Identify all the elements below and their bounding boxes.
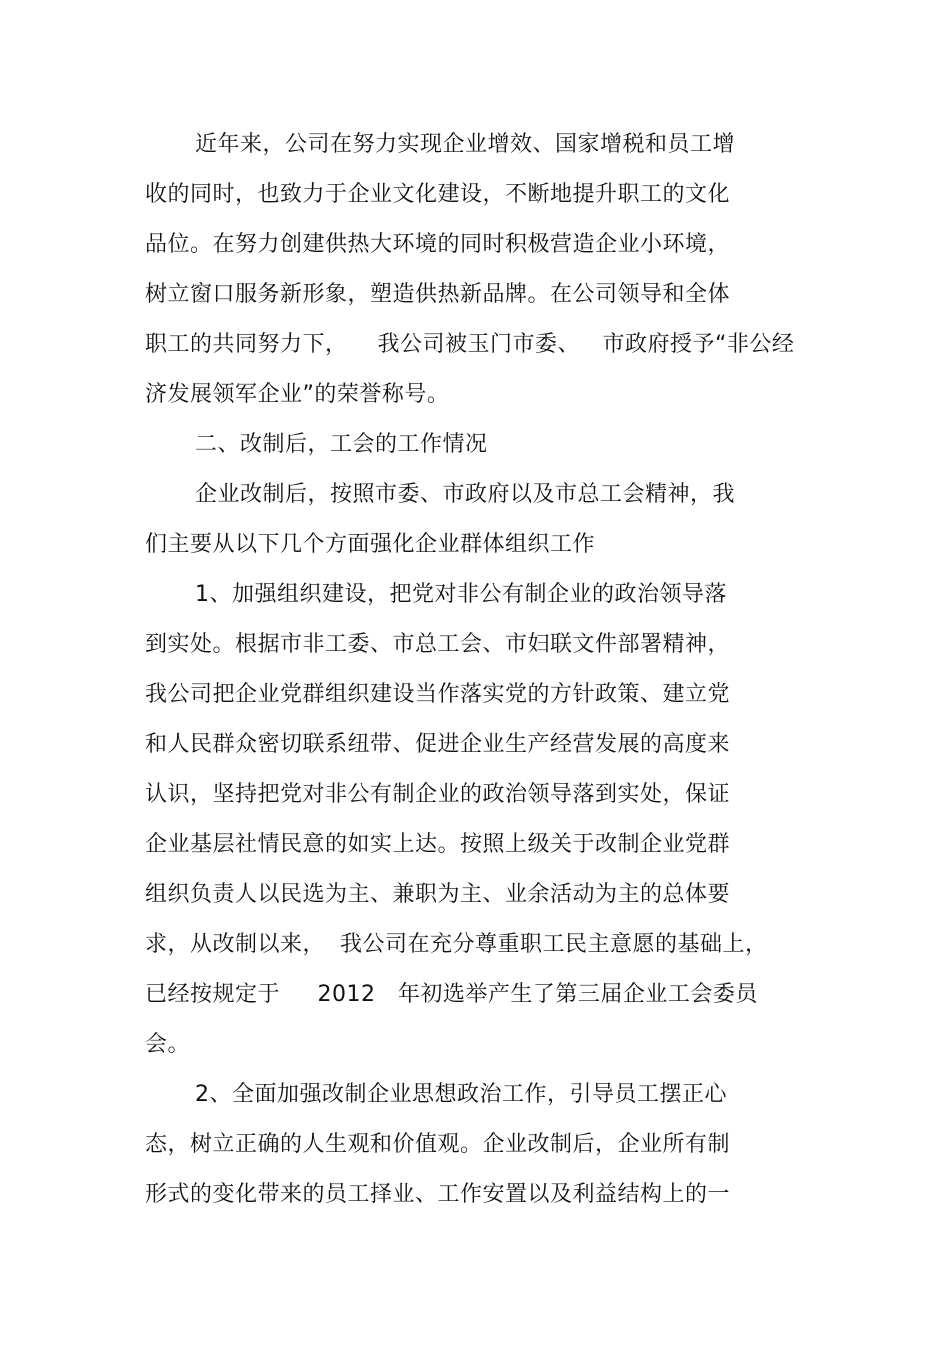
text-line: 2、全面加强改制企业思想政治工作，引导员工摆正心 <box>195 1082 727 1107</box>
text-line: 我公司把企业党群组织建设当作落实党的方针政策、建立党 <box>145 682 731 707</box>
text-line: 近年来，公司在努力实现企业增效、国家增税和员工增 <box>195 132 736 157</box>
text-line: 企业基层社情民意的如实上达。按照上级关于改制企业党群 <box>145 832 731 857</box>
text-line: 企业改制后，按照市委、市政府以及市总工会精神，我 <box>195 482 736 507</box>
text-line: 品位。在努力创建供热大环境的同时积极营造企业小环境， <box>145 232 731 257</box>
text-line: 树立窗口服务新形象，塑造供热新品牌。在公司领导和全体 <box>145 282 731 307</box>
text-line: 求，从改制以来， 我公司在充分尊重职工民主意愿的基础上， <box>145 932 768 957</box>
text-line: 们主要从以下几个方面强化企业群体组织工作 <box>145 532 596 557</box>
text-line: 济发展领军企业”的荣誉称号。 <box>145 382 450 407</box>
text-line: 形式的变化带来的员工择业、工作安置以及利益结构上的一 <box>145 1182 731 1207</box>
text-line: 和人民群众密切联系纽带、促进企业生产经营发展的高度来 <box>145 732 731 757</box>
text-line: 职工的共同努力下， 我公司被玉门市委、 市政府授予“非公经 <box>145 332 795 357</box>
text-line: 认识，坚持把党对非公有制企业的政治领导落到实处，保证 <box>145 782 731 807</box>
text-line: 态，树立正确的人生观和价值观。企业改制后，企业所有制 <box>145 1132 731 1157</box>
text-line: 收的同时，也致力于企业文化建设，不断地提升职工的文化 <box>145 182 731 207</box>
section-heading: 二、改制后，工会的工作情况 <box>195 432 488 457</box>
text-line: 1、加强组织建设，把党对非公有制企业的政治领导落 <box>195 582 727 607</box>
text-line: 已经按规定于 2012 年初选举产生了第三届企业工会委员 <box>145 982 758 1007</box>
text-line: 组织负责人以民选为主、兼职为主、业余活动为主的总体要 <box>145 882 731 907</box>
text-line: 到实处。根据市非工委、市总工会、市妇联文件部署精神， <box>145 632 731 657</box>
text-line: 会。 <box>145 1032 191 1057</box>
